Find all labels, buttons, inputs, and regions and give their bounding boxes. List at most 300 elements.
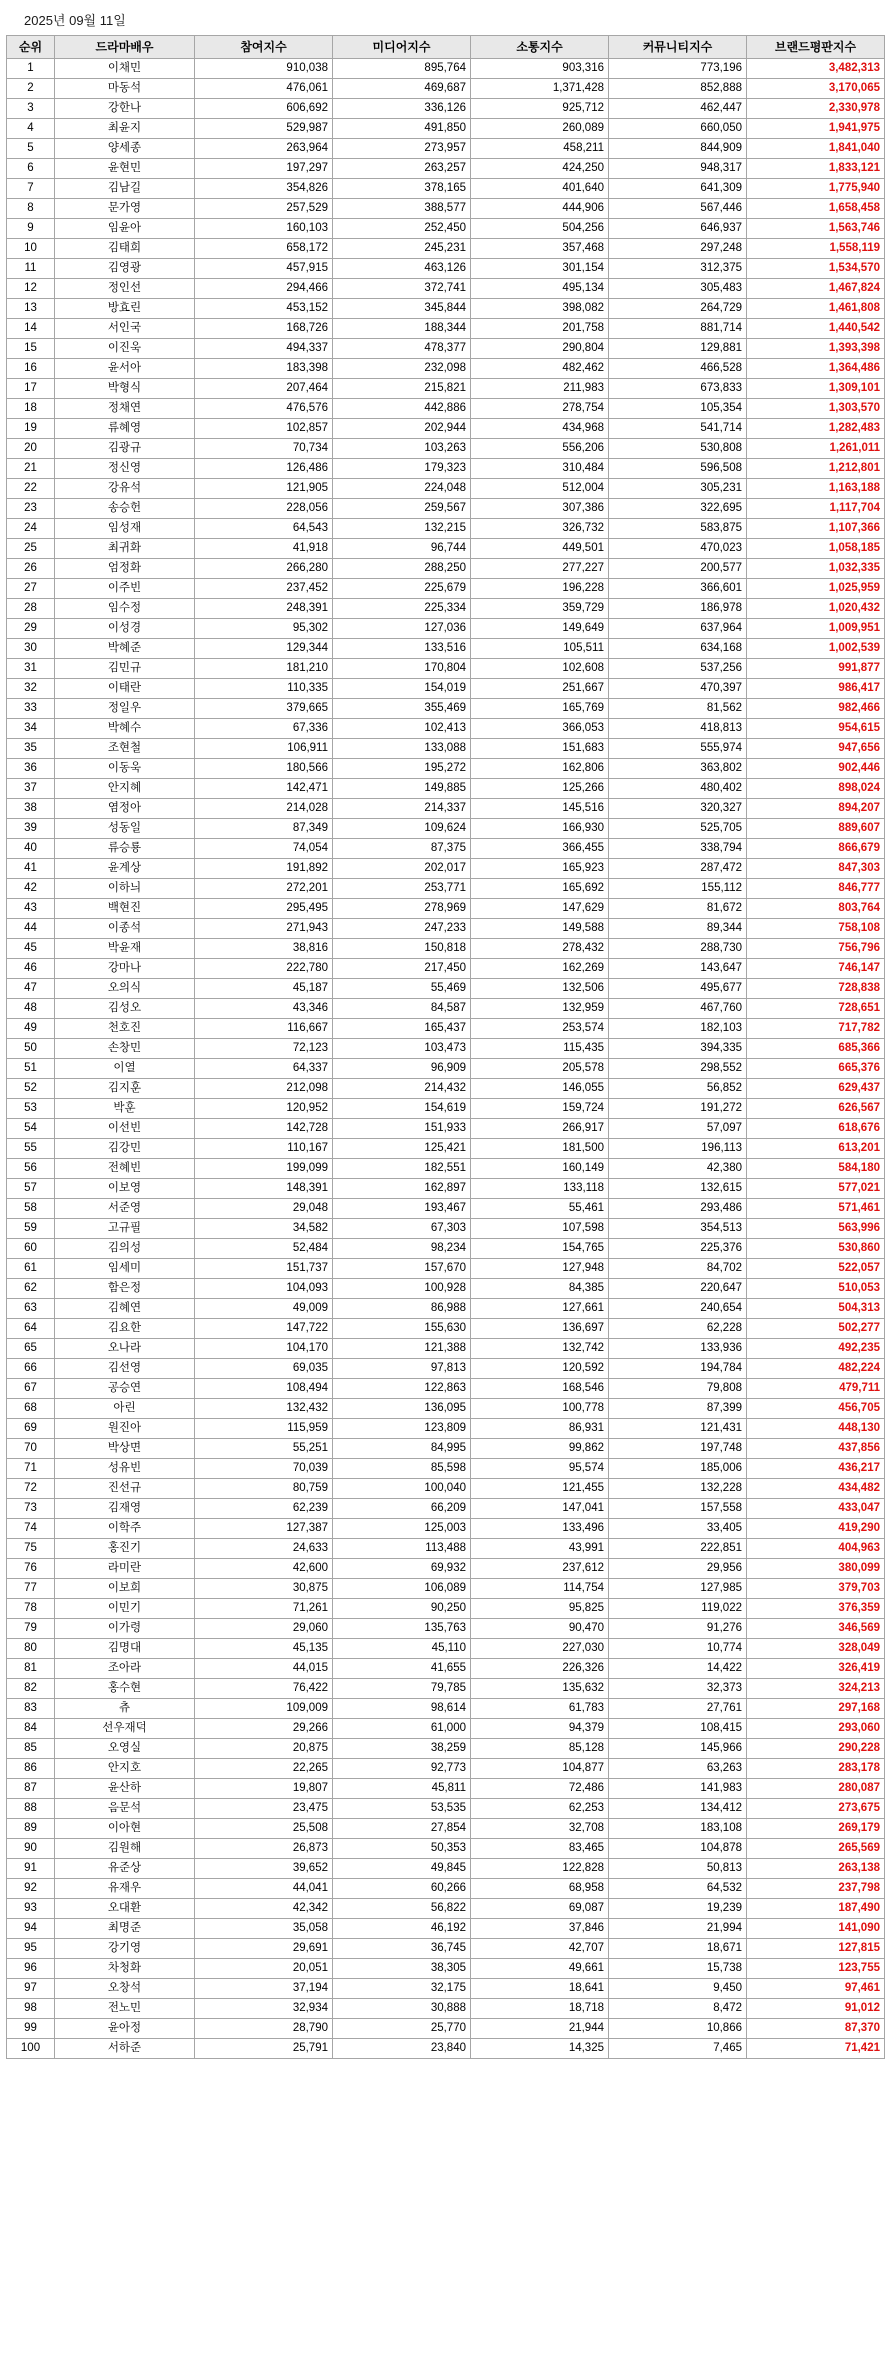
- cell-brand-reputation: 1,032,335: [747, 559, 885, 579]
- cell-actor: 송승헌: [55, 499, 195, 519]
- cell-actor: 박윤재: [55, 939, 195, 959]
- cell-actor: 서준영: [55, 1199, 195, 1219]
- column-header-brand-reputation: 브랜드평판지수: [747, 36, 885, 59]
- cell-participation: 104,170: [195, 1339, 333, 1359]
- cell-brand-reputation: 1,282,483: [747, 419, 885, 439]
- cell-actor: 전노민: [55, 1999, 195, 2019]
- cell-participation: 120,952: [195, 1099, 333, 1119]
- cell-communication: 165,692: [471, 879, 609, 899]
- cell-rank: 23: [7, 499, 55, 519]
- cell-actor: 서인국: [55, 319, 195, 339]
- cell-brand-reputation: 492,235: [747, 1339, 885, 1359]
- cell-communication: 504,256: [471, 219, 609, 239]
- cell-brand-reputation: 846,777: [747, 879, 885, 899]
- table-row: [7, 779, 885, 799]
- cell-participation: 34,582: [195, 1219, 333, 1239]
- cell-participation: 69,035: [195, 1359, 333, 1379]
- cell-actor: 백현진: [55, 899, 195, 919]
- cell-communication: 903,316: [471, 59, 609, 79]
- cell-actor: 홍진기: [55, 1539, 195, 1559]
- cell-communication: 104,877: [471, 1759, 609, 1779]
- cell-rank: 8: [7, 199, 55, 219]
- cell-community: 191,272: [609, 1099, 747, 1119]
- cell-communication: 278,432: [471, 939, 609, 959]
- table-row: [7, 479, 885, 499]
- cell-participation: 95,302: [195, 619, 333, 639]
- cell-communication: 94,379: [471, 1719, 609, 1739]
- cell-brand-reputation: 1,212,801: [747, 459, 885, 479]
- cell-media: 225,679: [333, 579, 471, 599]
- cell-community: 225,376: [609, 1239, 747, 1259]
- cell-actor: 이민기: [55, 1599, 195, 1619]
- cell-brand-reputation: 141,090: [747, 1919, 885, 1939]
- cell-community: 462,447: [609, 99, 747, 119]
- cell-brand-reputation: 379,703: [747, 1579, 885, 1599]
- table-row: [7, 1659, 885, 1679]
- cell-community: 19,239: [609, 1899, 747, 1919]
- cell-community: 394,335: [609, 1039, 747, 1059]
- cell-media: 136,095: [333, 1399, 471, 1419]
- cell-brand-reputation: 685,366: [747, 1039, 885, 1059]
- cell-brand-reputation: 127,815: [747, 1939, 885, 1959]
- cell-communication: 95,574: [471, 1459, 609, 1479]
- cell-rank: 64: [7, 1319, 55, 1339]
- cell-participation: 129,344: [195, 639, 333, 659]
- cell-media: 41,655: [333, 1659, 471, 1679]
- cell-community: 10,866: [609, 2019, 747, 2039]
- table-row: [7, 1439, 885, 1459]
- cell-media: 252,450: [333, 219, 471, 239]
- table-row: [7, 119, 885, 139]
- cell-rank: 18: [7, 399, 55, 419]
- cell-participation: 379,665: [195, 699, 333, 719]
- cell-communication: 100,778: [471, 1399, 609, 1419]
- cell-participation: 228,056: [195, 499, 333, 519]
- table-row: [7, 1299, 885, 1319]
- cell-brand-reputation: 97,461: [747, 1979, 885, 1999]
- cell-brand-reputation: 510,053: [747, 1279, 885, 1299]
- cell-community: 121,431: [609, 1419, 747, 1439]
- cell-media: 69,932: [333, 1559, 471, 1579]
- cell-rank: 62: [7, 1279, 55, 1299]
- cell-communication: 133,118: [471, 1179, 609, 1199]
- cell-rank: 12: [7, 279, 55, 299]
- cell-rank: 83: [7, 1699, 55, 1719]
- cell-participation: 214,028: [195, 799, 333, 819]
- cell-community: 660,050: [609, 119, 747, 139]
- cell-brand-reputation: 263,138: [747, 1859, 885, 1879]
- cell-actor: 오의식: [55, 979, 195, 999]
- cell-actor: 이아현: [55, 1819, 195, 1839]
- cell-participation: 37,194: [195, 1979, 333, 1999]
- cell-brand-reputation: 1,833,121: [747, 159, 885, 179]
- cell-communication: 401,640: [471, 179, 609, 199]
- table-row: [7, 1579, 885, 1599]
- cell-community: 32,373: [609, 1679, 747, 1699]
- cell-actor: 정채연: [55, 399, 195, 419]
- cell-communication: 162,806: [471, 759, 609, 779]
- cell-media: 132,215: [333, 519, 471, 539]
- cell-media: 195,272: [333, 759, 471, 779]
- cell-participation: 28,790: [195, 2019, 333, 2039]
- table-row: [7, 819, 885, 839]
- cell-community: 8,472: [609, 1999, 747, 2019]
- table-row: [7, 359, 885, 379]
- table-row: [7, 599, 885, 619]
- cell-communication: 149,588: [471, 919, 609, 939]
- cell-community: 182,103: [609, 1019, 747, 1039]
- cell-participation: 272,201: [195, 879, 333, 899]
- cell-media: 336,126: [333, 99, 471, 119]
- cell-rank: 46: [7, 959, 55, 979]
- cell-participation: 168,726: [195, 319, 333, 339]
- cell-media: 123,809: [333, 1419, 471, 1439]
- cell-brand-reputation: 433,047: [747, 1499, 885, 1519]
- cell-brand-reputation: 954,615: [747, 719, 885, 739]
- cell-participation: 49,009: [195, 1299, 333, 1319]
- cell-community: 29,956: [609, 1559, 747, 1579]
- cell-participation: 45,135: [195, 1639, 333, 1659]
- table-row: [7, 159, 885, 179]
- cell-community: 134,412: [609, 1799, 747, 1819]
- cell-rank: 53: [7, 1099, 55, 1119]
- table-row: [7, 1179, 885, 1199]
- cell-rank: 34: [7, 719, 55, 739]
- cell-communication: 49,661: [471, 1959, 609, 1979]
- table-row: [7, 619, 885, 639]
- cell-participation: 191,892: [195, 859, 333, 879]
- table-row: [7, 1839, 885, 1859]
- cell-actor: 오대환: [55, 1899, 195, 1919]
- cell-actor: 아린: [55, 1399, 195, 1419]
- cell-community: 157,558: [609, 1499, 747, 1519]
- cell-media: 125,421: [333, 1139, 471, 1159]
- cell-communication: 307,386: [471, 499, 609, 519]
- cell-media: 96,909: [333, 1059, 471, 1079]
- cell-participation: 110,167: [195, 1139, 333, 1159]
- cell-media: 27,854: [333, 1819, 471, 1839]
- cell-communication: 366,455: [471, 839, 609, 859]
- cell-community: 530,808: [609, 439, 747, 459]
- cell-rank: 19: [7, 419, 55, 439]
- cell-rank: 14: [7, 319, 55, 339]
- cell-media: 150,818: [333, 939, 471, 959]
- cell-participation: 199,099: [195, 1159, 333, 1179]
- cell-brand-reputation: 324,213: [747, 1679, 885, 1699]
- cell-participation: 266,280: [195, 559, 333, 579]
- table-body: [7, 59, 885, 2059]
- cell-actor: 조아라: [55, 1659, 195, 1679]
- cell-community: 641,309: [609, 179, 747, 199]
- cell-participation: 19,807: [195, 1779, 333, 1799]
- cell-participation: 55,251: [195, 1439, 333, 1459]
- cell-communication: 145,516: [471, 799, 609, 819]
- cell-rank: 47: [7, 979, 55, 999]
- cell-communication: 42,707: [471, 1939, 609, 1959]
- cell-communication: 290,804: [471, 339, 609, 359]
- cell-participation: 22,265: [195, 1759, 333, 1779]
- cell-media: 100,040: [333, 1479, 471, 1499]
- table-row: [7, 1359, 885, 1379]
- cell-actor: 오영실: [55, 1739, 195, 1759]
- cell-community: 264,729: [609, 299, 747, 319]
- cell-rank: 65: [7, 1339, 55, 1359]
- cell-communication: 398,082: [471, 299, 609, 319]
- cell-participation: 23,475: [195, 1799, 333, 1819]
- cell-brand-reputation: 293,060: [747, 1719, 885, 1739]
- table-row: [7, 559, 885, 579]
- cell-rank: 40: [7, 839, 55, 859]
- cell-actor: 이주빈: [55, 579, 195, 599]
- cell-community: 467,760: [609, 999, 747, 1019]
- cell-participation: 76,422: [195, 1679, 333, 1699]
- cell-communication: 211,983: [471, 379, 609, 399]
- cell-community: 596,508: [609, 459, 747, 479]
- brand-reputation-table: [6, 35, 885, 2059]
- cell-communication: 556,206: [471, 439, 609, 459]
- cell-community: 338,794: [609, 839, 747, 859]
- cell-participation: 127,387: [195, 1519, 333, 1539]
- cell-media: 96,744: [333, 539, 471, 559]
- cell-brand-reputation: 613,201: [747, 1139, 885, 1159]
- cell-communication: 95,825: [471, 1599, 609, 1619]
- cell-communication: 301,154: [471, 259, 609, 279]
- cell-media: 463,126: [333, 259, 471, 279]
- cell-community: 132,615: [609, 1179, 747, 1199]
- cell-actor: 염정아: [55, 799, 195, 819]
- cell-actor: 류혜영: [55, 419, 195, 439]
- cell-communication: 266,917: [471, 1119, 609, 1139]
- cell-rank: 66: [7, 1359, 55, 1379]
- cell-rank: 80: [7, 1639, 55, 1659]
- table-row: [7, 1119, 885, 1139]
- cell-communication: 181,500: [471, 1139, 609, 1159]
- cell-actor: 임성재: [55, 519, 195, 539]
- cell-communication: 84,385: [471, 1279, 609, 1299]
- cell-media: 202,017: [333, 859, 471, 879]
- cell-brand-reputation: 1,563,746: [747, 219, 885, 239]
- cell-communication: 32,708: [471, 1819, 609, 1839]
- cell-media: 188,344: [333, 319, 471, 339]
- cell-community: 183,108: [609, 1819, 747, 1839]
- cell-actor: 김의성: [55, 1239, 195, 1259]
- cell-participation: 126,486: [195, 459, 333, 479]
- cell-community: 50,813: [609, 1859, 747, 1879]
- cell-actor: 안지호: [55, 1759, 195, 1779]
- table-row: [7, 1139, 885, 1159]
- cell-actor: 최윤지: [55, 119, 195, 139]
- cell-media: 278,969: [333, 899, 471, 919]
- cell-communication: 72,486: [471, 1779, 609, 1799]
- cell-actor: 김혜연: [55, 1299, 195, 1319]
- cell-brand-reputation: 237,798: [747, 1879, 885, 1899]
- cell-rank: 32: [7, 679, 55, 699]
- cell-rank: 42: [7, 879, 55, 899]
- cell-media: 273,957: [333, 139, 471, 159]
- cell-community: 287,472: [609, 859, 747, 879]
- cell-rank: 71: [7, 1459, 55, 1479]
- cell-brand-reputation: 346,569: [747, 1619, 885, 1639]
- cell-media: 253,771: [333, 879, 471, 899]
- cell-community: 185,006: [609, 1459, 747, 1479]
- cell-brand-reputation: 2,330,978: [747, 99, 885, 119]
- cell-rank: 21: [7, 459, 55, 479]
- cell-rank: 58: [7, 1199, 55, 1219]
- cell-media: 102,413: [333, 719, 471, 739]
- cell-communication: 135,632: [471, 1679, 609, 1699]
- cell-rank: 5: [7, 139, 55, 159]
- cell-communication: 278,754: [471, 399, 609, 419]
- table-row: [7, 1799, 885, 1819]
- cell-media: 288,250: [333, 559, 471, 579]
- table-row: [7, 1679, 885, 1699]
- cell-community: 555,974: [609, 739, 747, 759]
- cell-media: 478,377: [333, 339, 471, 359]
- cell-communication: 120,592: [471, 1359, 609, 1379]
- cell-rank: 33: [7, 699, 55, 719]
- cell-brand-reputation: 437,856: [747, 1439, 885, 1459]
- cell-brand-reputation: 866,679: [747, 839, 885, 859]
- cell-participation: 38,816: [195, 939, 333, 959]
- cell-media: 30,888: [333, 1999, 471, 2019]
- cell-brand-reputation: 1,107,366: [747, 519, 885, 539]
- table-row: [7, 1559, 885, 1579]
- cell-communication: 449,501: [471, 539, 609, 559]
- cell-community: 7,465: [609, 2039, 747, 2059]
- cell-participation: 295,495: [195, 899, 333, 919]
- cell-brand-reputation: 482,224: [747, 1359, 885, 1379]
- cell-media: 45,811: [333, 1779, 471, 1799]
- cell-actor: 전혜빈: [55, 1159, 195, 1179]
- cell-brand-reputation: 1,058,185: [747, 539, 885, 559]
- cell-actor: 이열: [55, 1059, 195, 1079]
- table-row: [7, 879, 885, 899]
- cell-participation: 148,391: [195, 1179, 333, 1199]
- cell-participation: 147,722: [195, 1319, 333, 1339]
- cell-media: 79,785: [333, 1679, 471, 1699]
- cell-brand-reputation: 1,534,570: [747, 259, 885, 279]
- cell-brand-reputation: 1,009,951: [747, 619, 885, 639]
- table-row: [7, 899, 885, 919]
- cell-participation: 20,051: [195, 1959, 333, 1979]
- cell-participation: 35,058: [195, 1919, 333, 1939]
- table-row: [7, 1699, 885, 1719]
- cell-rank: 1: [7, 59, 55, 79]
- cell-media: 469,687: [333, 79, 471, 99]
- cell-participation: 263,964: [195, 139, 333, 159]
- cell-community: 14,422: [609, 1659, 747, 1679]
- cell-rank: 17: [7, 379, 55, 399]
- cell-community: 27,761: [609, 1699, 747, 1719]
- cell-communication: 127,948: [471, 1259, 609, 1279]
- cell-rank: 57: [7, 1179, 55, 1199]
- table-row: [7, 699, 885, 719]
- cell-community: 948,317: [609, 159, 747, 179]
- cell-rank: 73: [7, 1499, 55, 1519]
- cell-rank: 59: [7, 1219, 55, 1239]
- cell-brand-reputation: 1,002,539: [747, 639, 885, 659]
- cell-community: 62,228: [609, 1319, 747, 1339]
- cell-media: 84,587: [333, 999, 471, 1019]
- cell-participation: 20,875: [195, 1739, 333, 1759]
- cell-brand-reputation: 1,941,975: [747, 119, 885, 139]
- cell-community: 33,405: [609, 1519, 747, 1539]
- table-row: [7, 1039, 885, 1059]
- cell-brand-reputation: 947,656: [747, 739, 885, 759]
- cell-community: 366,601: [609, 579, 747, 599]
- cell-media: 67,303: [333, 1219, 471, 1239]
- cell-communication: 366,053: [471, 719, 609, 739]
- cell-community: 15,738: [609, 1959, 747, 1979]
- cell-media: 263,257: [333, 159, 471, 179]
- table-row: [7, 439, 885, 459]
- cell-rank: 16: [7, 359, 55, 379]
- cell-brand-reputation: 328,049: [747, 1639, 885, 1659]
- cell-brand-reputation: 563,996: [747, 1219, 885, 1239]
- cell-actor: 음문석: [55, 1799, 195, 1819]
- cell-participation: 30,875: [195, 1579, 333, 1599]
- cell-rank: 88: [7, 1799, 55, 1819]
- cell-community: 81,672: [609, 899, 747, 919]
- cell-media: 345,844: [333, 299, 471, 319]
- cell-participation: 70,039: [195, 1459, 333, 1479]
- cell-brand-reputation: 326,419: [747, 1659, 885, 1679]
- cell-rank: 76: [7, 1559, 55, 1579]
- cell-brand-reputation: 898,024: [747, 779, 885, 799]
- cell-media: 127,036: [333, 619, 471, 639]
- cell-actor: 김명대: [55, 1639, 195, 1659]
- cell-participation: 74,054: [195, 839, 333, 859]
- cell-rank: 69: [7, 1419, 55, 1439]
- table-row: [7, 2039, 885, 2059]
- cell-rank: 86: [7, 1759, 55, 1779]
- cell-brand-reputation: 1,658,458: [747, 199, 885, 219]
- table-row: [7, 639, 885, 659]
- cell-rank: 96: [7, 1959, 55, 1979]
- cell-rank: 31: [7, 659, 55, 679]
- cell-actor: 최귀화: [55, 539, 195, 559]
- table-row: [7, 919, 885, 939]
- cell-media: 259,567: [333, 499, 471, 519]
- cell-brand-reputation: 758,108: [747, 919, 885, 939]
- cell-communication: 21,944: [471, 2019, 609, 2039]
- cell-actor: 안지혜: [55, 779, 195, 799]
- cell-rank: 74: [7, 1519, 55, 1539]
- cell-rank: 50: [7, 1039, 55, 1059]
- table-row: [7, 759, 885, 779]
- cell-brand-reputation: 479,711: [747, 1379, 885, 1399]
- cell-communication: 115,435: [471, 1039, 609, 1059]
- cell-community: 56,852: [609, 1079, 747, 1099]
- cell-actor: 이동욱: [55, 759, 195, 779]
- table-row: [7, 1779, 885, 1799]
- cell-actor: 박상면: [55, 1439, 195, 1459]
- cell-participation: 354,826: [195, 179, 333, 199]
- cell-media: 103,473: [333, 1039, 471, 1059]
- cell-communication: 55,461: [471, 1199, 609, 1219]
- cell-participation: 110,335: [195, 679, 333, 699]
- cell-media: 106,089: [333, 1579, 471, 1599]
- cell-participation: 453,152: [195, 299, 333, 319]
- table-row: [7, 1639, 885, 1659]
- cell-actor: 방효린: [55, 299, 195, 319]
- cell-brand-reputation: 265,569: [747, 1839, 885, 1859]
- cell-communication: 205,578: [471, 1059, 609, 1079]
- cell-communication: 83,465: [471, 1839, 609, 1859]
- cell-communication: 14,325: [471, 2039, 609, 2059]
- cell-communication: 165,769: [471, 699, 609, 719]
- cell-actor: 엄정화: [55, 559, 195, 579]
